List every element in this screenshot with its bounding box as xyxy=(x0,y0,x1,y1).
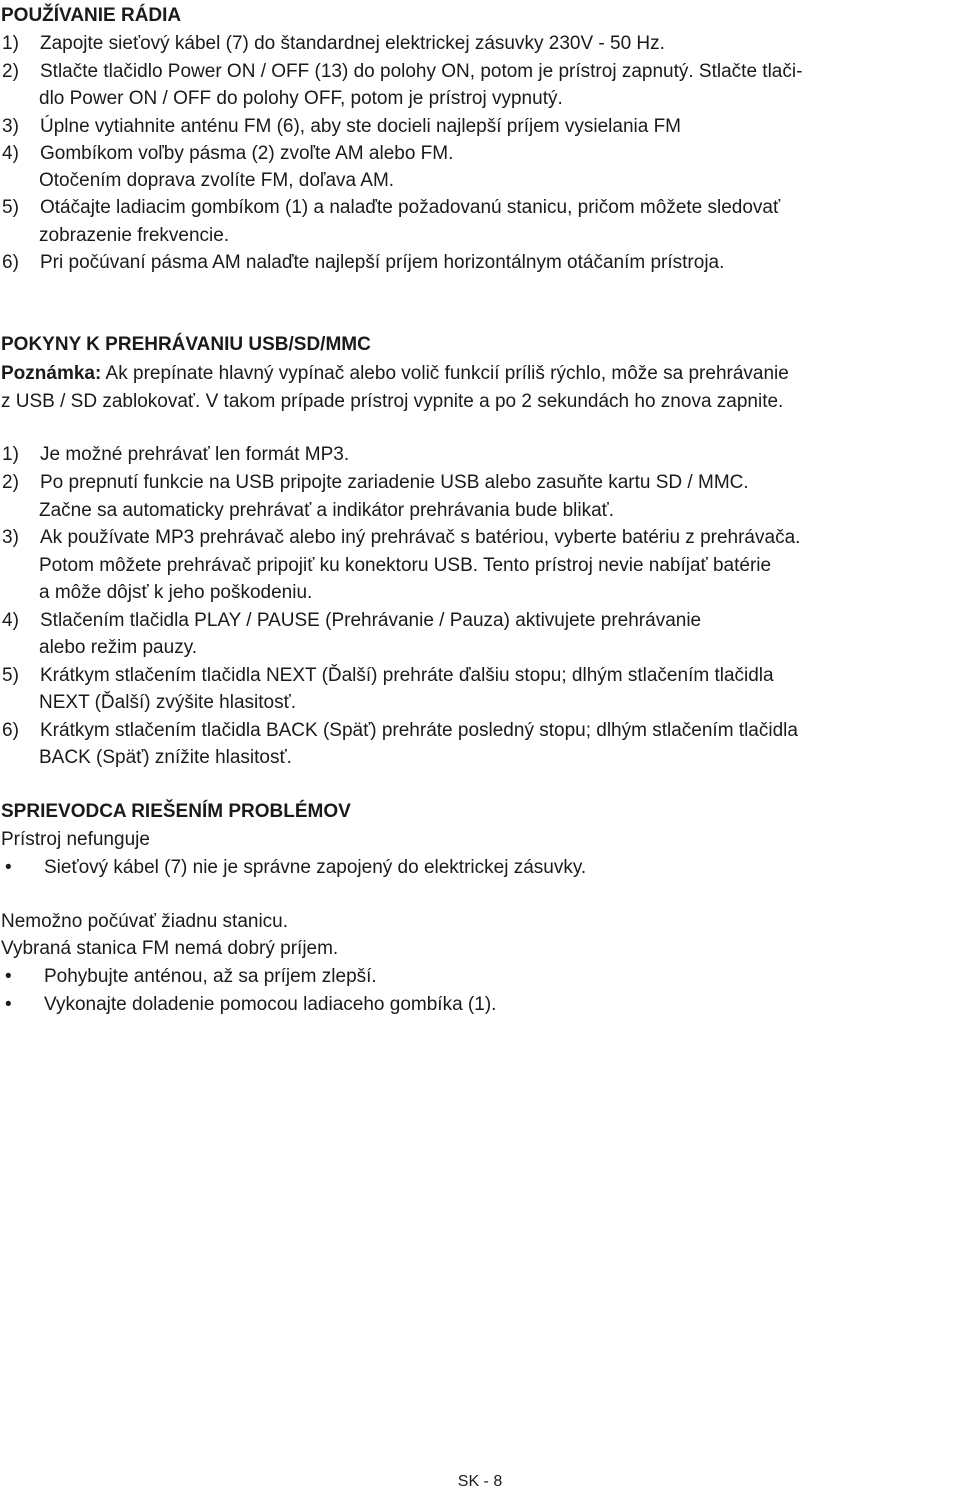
problem-poor-fm-reception: Vybraná stanica FM nemá dobrý príjem. xyxy=(1,938,339,959)
step-number: 1) xyxy=(2,33,19,54)
step-text: Krátkym stlačením tlačidla BACK (Späť) prehráte posledný stopu; dlhým stlačením tlačidla xyxy=(40,720,798,741)
bullet-text: Vykonajte doladenie pomocou ladiaceho gombíka (1). xyxy=(44,994,497,1015)
bullet-icon: • xyxy=(5,994,12,1015)
radio-step-4-continuation: Otočením doprava zvolíte FM, doľava AM. xyxy=(39,170,395,191)
step-text: Ak používate MP3 prehrávač alebo iný prehrávač s batériou, vyberte batériu z prehrávača. xyxy=(40,527,801,548)
problem-device-not-working: Prístroj nefunguje xyxy=(1,829,150,850)
step-text: Stlačte tlačidlo Power ON / OFF (13) do polohy ON, potom je prístroj zapnutý. Stlačte tlači- xyxy=(40,61,803,82)
step-number: 3) xyxy=(2,527,19,548)
bullet-icon: • xyxy=(5,857,12,878)
step-number: 5) xyxy=(2,197,19,218)
section-heading-usb: POKYNY K PREHRÁVANIU USB/SD/MMC xyxy=(1,334,371,355)
bullet-text: Pohybujte anténou, až sa príjem zlepší. xyxy=(44,966,377,987)
step-number: 1) xyxy=(2,444,19,465)
step-number: 4) xyxy=(2,610,19,631)
step-number: 5) xyxy=(2,665,19,686)
step-number: 3) xyxy=(2,116,19,137)
usb-step-4-continuation: alebo režim pauzy. xyxy=(39,637,198,658)
section-heading-troubleshooting: SPRIEVODCA RIEŠENÍM PROBLÉMOV xyxy=(1,801,351,822)
step-text: Otáčajte ladiacim gombíkom (1) a nalaďte požadovanú stanicu, pričom môžete sledovať xyxy=(40,197,781,218)
step-text: Zapojte sieťový kábel (7) do štandardnej elektrickej zásuvky 230V - 50 Hz. xyxy=(40,33,665,54)
step-text: Pri počúvaní pásma AM nalaďte najlepší príjem horizontálnym otáčaním prístroja. xyxy=(40,252,725,273)
step-text: Je možné prehrávať len formát MP3. xyxy=(40,444,350,465)
note-label: Poznámka: xyxy=(1,363,102,384)
step-text: Po prepnutí funkcie na USB pripojte zariadenie USB alebo zasuňte kartu SD / MMC. xyxy=(40,472,749,493)
step-number: 6) xyxy=(2,720,19,741)
step-text: Stlačením tlačidla PLAY / PAUSE (Prehrávanie / Pauza) aktivujete prehrávanie xyxy=(40,610,702,631)
page-number: SK - 8 xyxy=(457,1473,503,1490)
step-number: 2) xyxy=(2,61,19,82)
usb-step-5-continuation: NEXT (Ďalší) zvýšite hlasitosť. xyxy=(39,692,297,713)
usb-step-2-continuation: Začne sa automaticky prehrávať a indikátor prehrávania bude blikať. xyxy=(39,500,615,521)
step-number: 2) xyxy=(2,472,19,493)
problem-no-station: Nemožno počúvať žiadnu stanicu. xyxy=(1,911,289,932)
section-heading-radio: POUŽÍVANIE RÁDIA xyxy=(1,5,182,26)
radio-step-2-continuation: dlo Power ON / OFF do polohy OFF, potom je prístroj vypnutý. xyxy=(39,88,563,109)
usb-step-3-continuation-1: Potom môžete prehrávač pripojiť ku konektoru USB. Tento prístroj nevie nabíjať batérie xyxy=(39,555,772,576)
usb-step-6-continuation: BACK (Späť) znížite hlasitosť. xyxy=(39,747,292,768)
usb-step-3-continuation-2: a môže dôjsť k jeho poškodeniu. xyxy=(39,582,313,603)
step-number: 6) xyxy=(2,252,19,273)
usb-note-continuation: z USB / SD zablokovať. V takom prípade prístroj vypnite a po 2 sekundách ho znova zapnite. xyxy=(1,391,784,412)
step-text: Úplne vytiahnite anténu FM (6), aby ste docieli najlepší príjem vysielania FM xyxy=(40,116,682,137)
radio-step-5-continuation: zobrazenie frekvencie. xyxy=(39,225,230,246)
step-number: 4) xyxy=(2,143,19,164)
step-text: Krátkym stlačením tlačidla NEXT (Ďalší) prehráte ďalšiu stopu; dlhým stlačením tlačidla xyxy=(40,665,774,686)
bullet-icon: • xyxy=(5,966,12,987)
bullet-text: Sieťový kábel (7) nie je správne zapojený do elektrickej zásuvky. xyxy=(44,857,587,878)
note-text: Ak prepínate hlavný vypínač alebo volič funkcií príliš rýchlo, môže sa prehrávanie xyxy=(105,363,789,384)
usb-note xyxy=(1,360,789,387)
step-text: Gombíkom voľby pásma (2) zvoľte AM alebo FM. xyxy=(40,143,454,164)
